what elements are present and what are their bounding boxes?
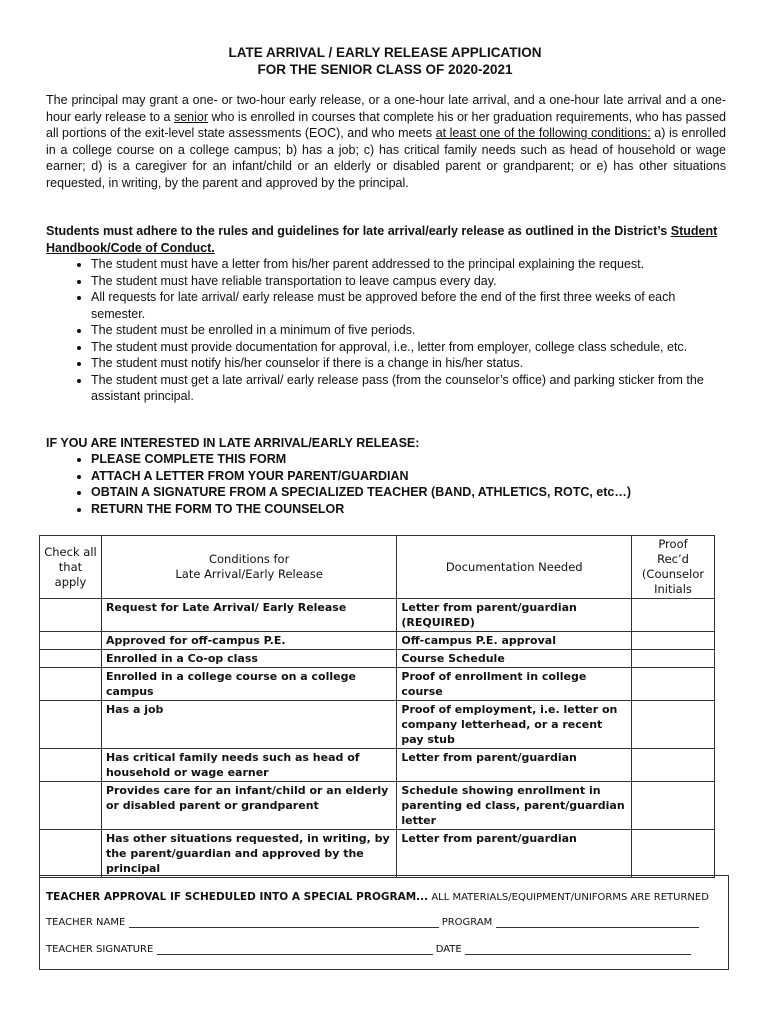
proof-cell[interactable] <box>632 650 715 668</box>
rules-list <box>46 256 716 405</box>
proof-cell[interactable] <box>632 830 715 878</box>
proof-cell[interactable] <box>632 782 715 830</box>
title-line-2: FOR THE SENIOR CLASS OF 2020-2021 <box>257 62 513 77</box>
steps-list <box>46 451 716 517</box>
teacher-approval-box <box>39 875 729 970</box>
header-documentation: Documentation Needed <box>397 536 632 599</box>
header-conditions-line-2: Late Arrival/Early Release <box>175 567 323 581</box>
proof-cell[interactable] <box>632 599 715 632</box>
table-row <box>40 830 715 878</box>
proof-cell[interactable] <box>632 749 715 782</box>
table-header-row <box>40 536 715 599</box>
check-cell[interactable] <box>40 782 102 830</box>
rules-handbook: Student Handbook/Code of Conduct. <box>46 224 718 255</box>
check-cell[interactable] <box>40 632 102 650</box>
intro-text-1: The principal may grant a one- or two-hour early release, or a one-hour late arrival, and a one-hour late arrival and a one-hour early release to a <box>46 93 726 124</box>
check-cell[interactable] <box>40 701 102 749</box>
date-label: DATE <box>435 944 462 955</box>
step-item: • RETURN THE FORM TO THE COUNSELOR <box>91 501 716 518</box>
header-proof-line-3: (Counselor Initials <box>641 567 705 596</box>
condition-cell: Has other situations requested, in writing, by the parent/guardian and approved by the principal <box>101 830 396 878</box>
condition-cell: Has critical family needs such as head of household or wage earner <box>101 749 396 782</box>
table-row <box>40 632 715 650</box>
condition-cell: Enrolled in a college course on a college campus <box>101 668 396 701</box>
title-line-1: LATE ARRIVAL / EARLY RELEASE APPLICATION <box>228 45 542 60</box>
intro-senior: senior <box>173 109 209 124</box>
teacher-name-label: TEACHER NAME <box>46 917 126 928</box>
intro-text-2: who is enrolled in courses that complete his or her graduation requirements, who has passed all portions of the exit-level state assessments (EOC), and who meets <box>46 109 726 140</box>
approval-heading-line <box>46 891 709 903</box>
condition-cell: Enrolled in a Co-op class <box>101 650 396 668</box>
table-row <box>40 650 715 668</box>
rule-item: • The student must have reliable transportation to leave campus every day. <box>91 273 716 290</box>
documentation-cell: Off-campus P.E. approval <box>397 632 632 650</box>
intro-paragraph <box>46 92 726 191</box>
rule-item: • All requests for late arrival/ early release must be approved before the end of the first three weeks of each semester. <box>91 289 716 322</box>
table-row <box>40 749 715 782</box>
rule-item: • The student must have a letter from his/her parent addressed to the principal explaining the request. <box>91 256 716 273</box>
table-row <box>40 782 715 830</box>
table-row <box>40 668 715 701</box>
rules-heading-text: Students must adhere to the rules and guidelines for late arrival/early release as outlined in the District’s <box>46 224 671 238</box>
documentation-cell: Proof of enrollment in college course <box>397 668 632 701</box>
teacher-name-line <box>46 917 716 928</box>
teacher-signature-label: TEACHER SIGNATURE <box>46 944 154 955</box>
check-cell[interactable] <box>40 650 102 668</box>
documentation-cell: Letter from parent/guardian <box>397 830 632 878</box>
intro-text-3: a) is enrolled in a college course on a college campus; b) has a job; c) has critical family needs such as head of household or wage earner; d) is a caregiver for an infant/child or an elderly or disabled parent or grandparent; or e) has other situations requested, in writing, by the parent and approved by the principal. <box>46 126 726 190</box>
documentation-cell: Course Schedule <box>397 650 632 668</box>
step-item: • PLEASE COMPLETE THIS FORM <box>91 451 716 468</box>
condition-cell: Provides care for an infant/child or an elderly or disabled parent or grandparent <box>101 782 396 830</box>
proof-cell[interactable] <box>632 701 715 749</box>
documentation-cell: Letter from parent/guardian (REQUIRED) <box>397 599 632 632</box>
documentation-cell: Proof of employment, i.e. letter on company letterhead, or a recent pay stub <box>397 701 632 749</box>
conditions-table <box>39 535 715 878</box>
check-cell[interactable] <box>40 749 102 782</box>
date-field[interactable] <box>465 944 691 955</box>
rule-item: • The student must be enrolled in a minimum of five periods. <box>91 322 716 339</box>
step-item: • ATTACH A LETTER FROM YOUR PARENT/GUARDIAN <box>91 468 716 485</box>
teacher-name-field[interactable] <box>129 917 439 928</box>
header-conditions-line-1: Conditions for <box>208 552 290 566</box>
condition-cell: Approved for off-campus P.E. <box>101 632 396 650</box>
proof-cell[interactable] <box>632 632 715 650</box>
proof-cell[interactable] <box>632 668 715 701</box>
check-cell[interactable] <box>40 830 102 878</box>
rules-heading <box>46 223 726 256</box>
documentation-cell: Schedule showing enrollment in parenting ed class, parent/guardian letter <box>397 782 632 830</box>
teacher-signature-field[interactable] <box>157 944 433 955</box>
page-title <box>0 44 770 78</box>
header-proof-line-1: Proof <box>658 537 688 551</box>
check-cell[interactable] <box>40 599 102 632</box>
rule-item: • The student must provide documentation for approval, i.e., letter from employer, college class schedule, etc. <box>91 339 716 356</box>
condition-cell: Has a job <box>101 701 396 749</box>
program-field[interactable] <box>496 917 699 928</box>
header-proof-line-2: Rec’d <box>657 552 689 566</box>
teacher-signature-line <box>46 944 716 955</box>
header-conditions <box>101 536 396 599</box>
check-cell[interactable] <box>40 668 102 701</box>
header-proof <box>632 536 715 599</box>
header-check: Check all that apply <box>40 536 102 599</box>
program-label: PROGRAM <box>441 917 493 928</box>
approval-heading: TEACHER APPROVAL IF SCHEDULED INTO A SPECIAL PROGRAM... <box>46 891 429 903</box>
interest-heading: IF YOU ARE INTERESTED IN LATE ARRIVAL/EARLY RELEASE: <box>46 436 420 450</box>
intro-conditions: at least one of the following conditions: <box>435 126 651 140</box>
approval-note: ALL MATERIALS/EQUIPMENT/UNIFORMS ARE RETURNED <box>431 892 709 903</box>
condition-cell: Request for Late Arrival/ Early Release <box>101 599 396 632</box>
rule-item: • The student must notify his/her counselor if there is a change in his/her status. <box>91 355 716 372</box>
step-item: • OBTAIN A SIGNATURE FROM A SPECIALIZED TEACHER (BAND, ATHLETICS, ROTC, etc…) <box>91 484 716 501</box>
rule-item: • The student must get a late arrival/ early release pass (from the counselor’s office) and parking sticker from the assistant principal. <box>91 372 716 405</box>
table-row <box>40 701 715 749</box>
documentation-cell: Letter from parent/guardian <box>397 749 632 782</box>
table-row <box>40 599 715 632</box>
